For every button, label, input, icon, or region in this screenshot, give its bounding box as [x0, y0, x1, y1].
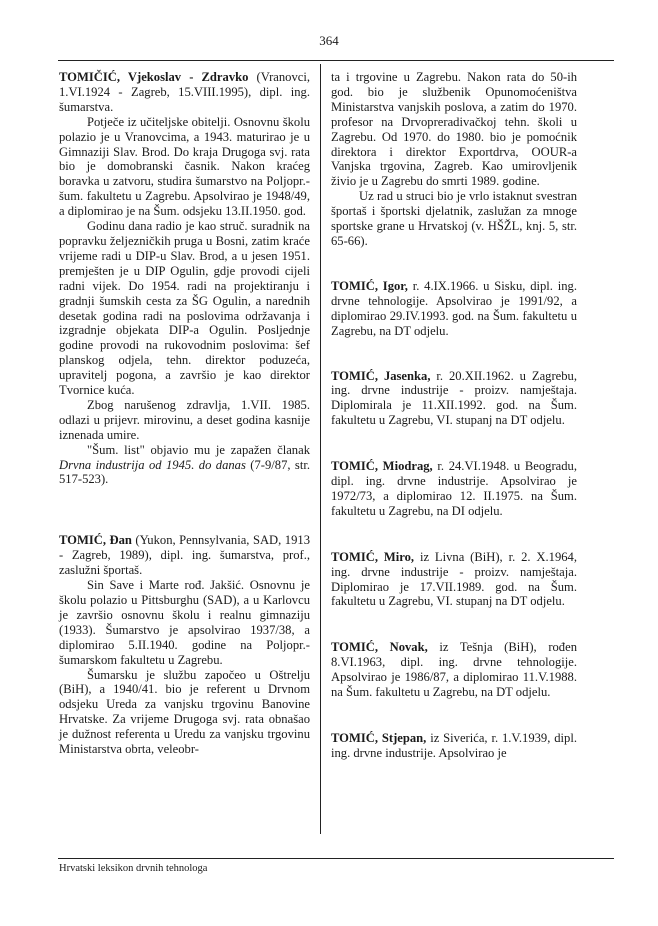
entry-paragraph — [331, 640, 577, 700]
bottom-rule — [58, 858, 614, 859]
entry-name: TOMIĆ, Đan — [59, 533, 132, 548]
entry-name: TOMIĆ, Jasenka, — [331, 368, 431, 383]
entry-paragraph: ta i trgovine u Zagrebu. Nakon rata do 50-ih god. bio je službenik Opunomoćeništva Ministarstva vanjskih poslova, a zatim do 1970. profesor na Drvopreradivačkoj tehn. školi u Zagrebu. Od 1970. do 1980. bio je pomoćnik direktora i direktor Exportdrva, OOUR-a Vanjska trgovina, Zagreb. Kao umirovljenik živio je u Zagrebu do smrti 1989. godine. — [331, 70, 577, 189]
entry-paragraph — [331, 459, 577, 519]
column-divider — [320, 64, 321, 834]
entry-name: TOMIĆ, Novak, — [331, 640, 428, 655]
entry-tomic-dan — [59, 533, 310, 757]
entry-text: r. 20.XII.1962. u Zagrebu, ing. drvne industrije - proizv. namještaja. Diplomirala je 11.XII.1992. god. na Šum. fakultetu u Zagrebu, VI. stupanj na DT odjelu. — [331, 368, 577, 428]
entry-text: iz Tešnja (BiH), rođen 8.VI.1963, dipl. ing. drvne tehnologije. Apsolvirao je 1986/87, a diplomirao 11.V.1988. na Šum. fakultetu u Zagrebu, na DT odjelu. — [331, 640, 577, 700]
entry-gap — [331, 609, 577, 640]
entry-name: TOMIĆ, Stjepan, — [331, 731, 427, 745]
entry-heading — [59, 533, 310, 578]
footer-text: Hrvatski leksikon drvnih tehnologa — [59, 863, 208, 874]
left-column — [59, 70, 310, 757]
entry-paragraph — [331, 279, 577, 339]
entry-name: TOMIĆ, Miro, — [331, 549, 415, 564]
entry-paragraph: Potječe iz učiteljske obitelji. Osnovnu školu polazio je u Vranovcima, a 1943. maturirao je u Gimnaziji Slav. Brod. Do kraja Drugoga svj. rata bio je domobranski časnik. Nakon kraćeg boravka u zatvoru, studira šumarstvo na Poljopr.-šum. fakultetu u Zagrebu. Apsolvirao je 1948/49, a diplomirao je na Šum. odsjeku 13.II.1950. god. — [59, 114, 310, 219]
entry-paragraph — [331, 369, 577, 429]
entry-gap — [331, 249, 577, 279]
entry-heading — [59, 70, 310, 115]
entry-gap — [331, 519, 577, 550]
entry-tomicic-vjekoslav — [59, 70, 310, 487]
page-number: 364 — [319, 33, 339, 48]
entry-text: r. 24.VI.1948. u Beogradu, dipl. ing. drvne industrije. Apsolvirao je 1972/73, a diplomirao 12. II.1975. na Šum. fakultetu u Zagrebu, na DI odjelu. — [331, 459, 577, 518]
entry-tomic-jasenka — [331, 369, 577, 429]
entry-paragraph: Sin Save i Marte rođ. Jakšić. Osnovnu je školu polazio u Pittsburghu (SAD), a u Karlovcu je završio osnovnu školu i realnu gimnaziju (1933). Šumarstvo je apsolvirao 1937/38, a diplomirao 5.II.1940. godine na Poljopr.-šumarskom fakultetu u Zagrebu. — [59, 578, 310, 667]
entry-text: r. 4.IX.1966. u Sisku, dipl. ing. drvne tehnologije. Apsolvirao je 1991/92, a diplomirao 29.IV.1993. god. na Šum. fakultetu u Zagrebu, na DT odjelu. — [331, 278, 577, 338]
entry-text: iz Livna (BiH), r. 2. X.1964, ing. drvne industrije - proizv. namještaja. Diplomirao je 17.VII.1989. god. na Šum. fakultetu u Zagrebu, VI. stupanj na DT odjelu. — [331, 549, 577, 609]
entry-paragraph: Zbog narušenog zdravlja, 1.VII. 1985. odlazi u prijevr. mirovinu, a deset godina kasnije iznenada umire. — [59, 397, 310, 442]
entry-paragraph — [331, 731, 577, 761]
entry-text: iz Siverića, r. 1.V.1939, dipl. ing. drvne industrije. Apsolvirao je — [331, 731, 577, 760]
entry-paragraph — [331, 550, 577, 610]
entry-intro: (Vranovci, 1.VI.1924 - Zagreb, 15.VIII.1995), dipl. ing. šumarstva. — [59, 70, 310, 114]
entry-intro: (Yukon, Pennsylvania, SAD, 1913 - Zagreb, 1989), dipl. ing. šumarstva, prof., zaslužni športaš. — [59, 533, 310, 578]
entry-paragraph: Godinu dana radio je kao struč. suradnik na popravku željezničkih pruga u Bosni, zatim kraće vrijeme radi u DIP-u Slav. Brod, a u jesen 1951. premješten je u DIP Ogulin, gdje provodi cijeli radni vijek. Do 1954. radi na projektiranju i gradnji šumskih cesta za ŠG Ogulin, a narednih desetak godina radi na poslovima održavanja i izgradnje objekata DIP-a Ogulin. Posljednje godine provodi na rukovodnim poslovima: šef planskog odjela, tehn. direktor poduzeća, upravitelj pogona, a završio je kao direktor Tvornice kuća. — [59, 219, 310, 398]
entry-gap — [331, 339, 577, 369]
entry-name: TOMIĆ, Miodrag, — [331, 459, 433, 474]
entry-tomic-igor — [331, 279, 577, 339]
right-column — [331, 70, 577, 761]
entry-gap — [331, 700, 577, 731]
entry-gap — [331, 428, 577, 459]
entry-tomic-miro — [331, 550, 577, 610]
entry-tomic-dan-continued — [331, 70, 577, 249]
entry-paragraph — [59, 443, 310, 488]
entry-paragraph: Šumarsku je službu započeo u Oštrelju (BiH), a 1940/41. bio je referent u Drvnom odsjeku Ureda za vanjsku trgovinu Banovine Hrvatske. Za vrijeme Drugoga svj. rata obnašao je dužnost referenta u Uredu za vanjsku trgovinu Ministarstva obrta, veleobr- — [59, 667, 310, 757]
text-run: (7-9/87, str. 517-523). — [59, 457, 310, 487]
text-run: "Šum. list" objavio mu je zapažen članak — [87, 442, 310, 457]
entry-tomic-stjepan — [331, 731, 577, 761]
entry-tomic-novak — [331, 640, 577, 700]
entry-name: TOMIČIĆ, Vjekoslav - Zdravko — [59, 70, 249, 84]
top-rule — [58, 60, 614, 61]
article-title: Drvna industrija od 1945. do danas — [59, 457, 246, 472]
entry-name: TOMIĆ, Igor, — [331, 278, 408, 293]
entry-paragraph: Uz rad u struci bio je vrlo istaknut svestran športaš i športski djelatnik, zaslužan za mnoge sportske grane u Hrvatskoj (v. HŠŽL, knj. 5, str. 65-66). — [331, 189, 577, 248]
entry-gap — [59, 487, 310, 533]
entry-tomic-miodrag — [331, 459, 577, 519]
